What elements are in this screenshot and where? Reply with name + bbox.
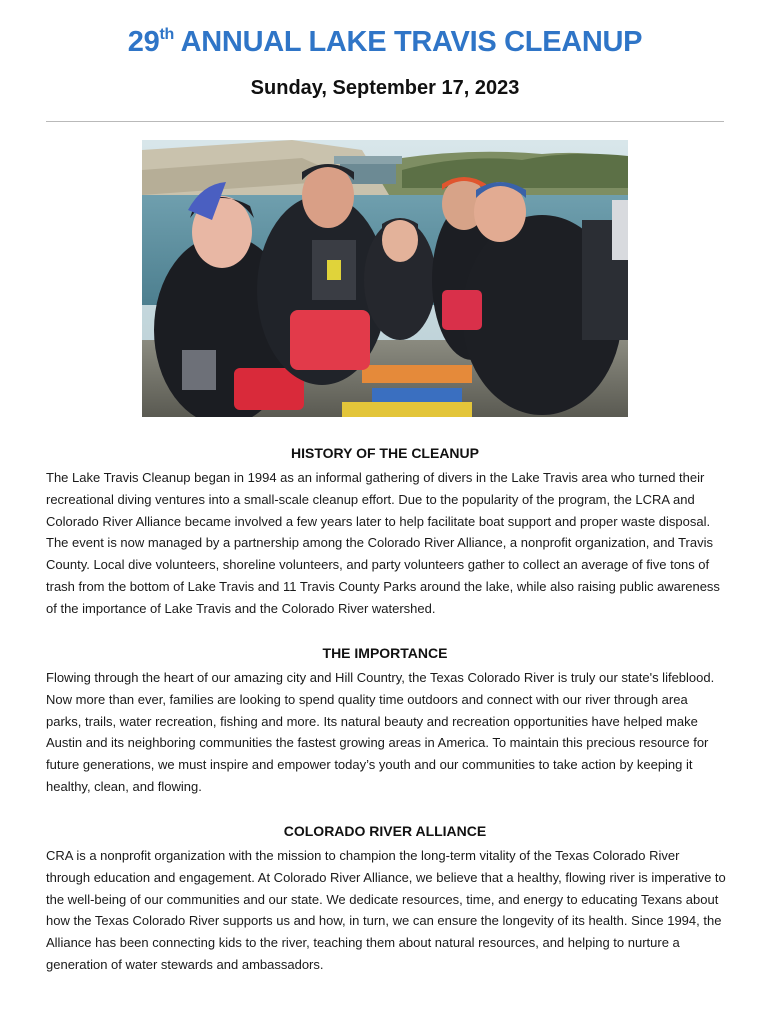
section-heading-importance: THE IMPORTANCE xyxy=(322,645,448,661)
event-date: Sunday, September 17, 2023 xyxy=(250,77,520,99)
title-text: ANNUAL LAKE TRAVIS CLEANUP xyxy=(173,26,643,58)
section-body-importance: Flowing through the heart of our amazing city and Hill Country, the Texas Colorado River is truly our state's lifeblood. Now more than ever, families are looking to spend quality time outdoors and connect with our river through area parks, trails, water recreation, fishing and more. Its natural beauty and recreation opportunities have helped make Austin and its neighboring communities the fastest growing areas in America. To maintain this precious resource for future generations, we must inspire and empower today’s youth and our communities to take action by keeping it healthy, clean, and flowing. xyxy=(46,670,715,794)
section-body-history: The Lake Travis Cleanup began in 1994 as an informal gathering of divers in the Lake Travis area who turned their recreational diving ventures into a small-scale cleanup effort. Due to the popularity of the program, the LCRA and Colorado River Alliance became involved a few years later to help facilitate boat support and proper waste disposal. The event is now managed by a partnership among the Colorado River Alliance, a nonprofit organization, and Travis County. Local dive volunteers, shoreline volunteers, and party volunteers gather to collect an average of five tons of trash from the bottom of Lake Travis and 11 Travis County Parks around the lake, while also raising public awareness of the importance of Lake Travis and the Colorado River watershed. xyxy=(46,470,720,616)
header-divider xyxy=(46,121,724,122)
section-body-alliance: CRA is a nonprofit organization with the mission to champion the long-term vitality of the Texas Colorado River through education and engagement. At Colorado River Alliance, we believe that a healthy, flowing river is imperative to the well-being of our communities and our state. We dedicate resources, time, and energy to educating Texans about how the Texas Colorado River supports us and how, in turn, we can ensure the longevity of its health. Since 1994, the Alliance has been connecting kids to the river, teaching them about natural resources, and helping to nurture a generation of water stewards and ambassadors. xyxy=(46,848,726,972)
section-heading-alliance: COLORADO RIVER ALLIANCE xyxy=(283,823,487,839)
page-title xyxy=(0,26,770,59)
group-photo-divers xyxy=(142,140,628,417)
title-number: 29 xyxy=(127,26,160,58)
section-heading-history: HISTORY OF THE CLEANUP xyxy=(291,445,479,461)
photo-illustration xyxy=(142,140,628,417)
title-ordinal-suffix: th xyxy=(159,26,174,43)
